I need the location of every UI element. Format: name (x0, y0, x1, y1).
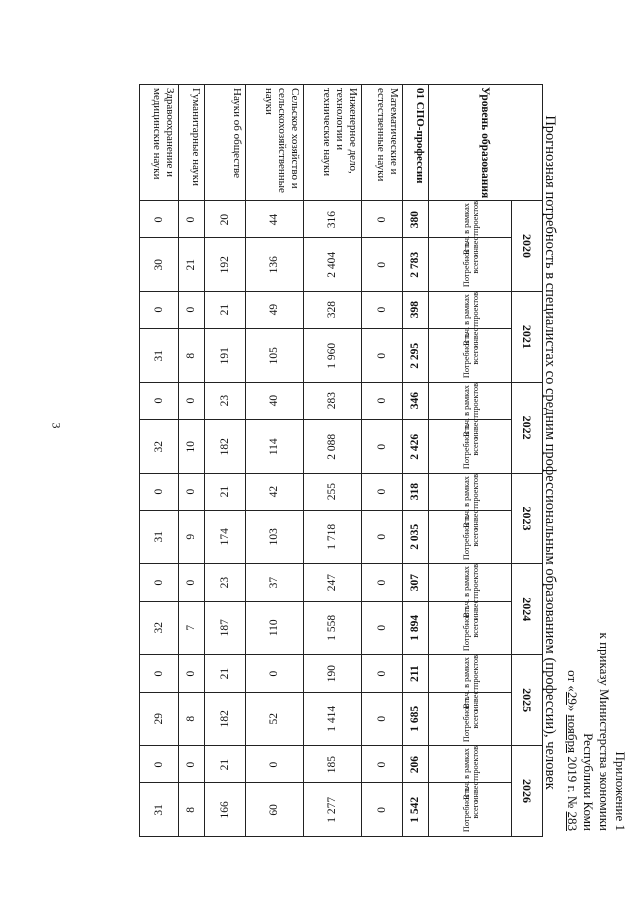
row-label: 01 СПО-профессии (403, 85, 429, 201)
value-invest: 21 (205, 746, 246, 783)
forecast-table (139, 84, 543, 837)
value-total: 8 (179, 329, 205, 382)
approval-prefix: от « (565, 670, 580, 692)
table-row (140, 85, 179, 837)
table-row (246, 85, 304, 837)
value-invest: 380 (403, 201, 429, 238)
subheader-total: Потребность всего (429, 783, 512, 837)
value-invest: 0 (362, 473, 403, 510)
approval-line-1: Приложение 1 (613, 751, 628, 831)
approval-month: ноября (565, 714, 580, 753)
value-invest: 316 (304, 201, 362, 238)
value-total: 1 414 (304, 692, 362, 745)
table-row (362, 85, 403, 837)
value-total: 110 (246, 601, 304, 654)
value-invest: 21 (205, 473, 246, 510)
approval-year-text: 2019 г. № (565, 752, 580, 812)
approval-sep: » (565, 704, 580, 715)
level-header: Уровень образования (429, 85, 543, 201)
value-total: 166 (205, 783, 246, 837)
value-invest: 0 (362, 201, 403, 238)
approval-block (564, 633, 628, 831)
page-number: 3 (49, 422, 64, 429)
value-invest: 206 (403, 746, 429, 783)
value-total: 182 (205, 420, 246, 473)
value-invest: 0 (179, 382, 205, 419)
value-invest: 318 (403, 473, 429, 510)
value-invest: 190 (304, 655, 362, 692)
value-invest: 21 (205, 655, 246, 692)
value-invest: 0 (140, 473, 179, 510)
value-total: 29 (140, 692, 179, 745)
value-total: 103 (246, 510, 304, 563)
value-invest: 398 (403, 291, 429, 328)
value-total: 21 (179, 238, 205, 291)
row-label: Инженерное дело, технологии и технические науки (304, 85, 362, 201)
row-label: Гуманитарные науки (179, 85, 205, 201)
value-invest: 40 (246, 382, 304, 419)
value-total: 32 (140, 420, 179, 473)
value-invest: 49 (246, 291, 304, 328)
value-total: 52 (246, 692, 304, 745)
value-invest: 23 (205, 564, 246, 601)
year-header: 2021 (512, 291, 543, 382)
value-total: 136 (246, 238, 304, 291)
value-total: 1 542 (403, 783, 429, 837)
value-invest: 0 (362, 382, 403, 419)
value-invest: 0 (179, 473, 205, 510)
row-label: Науки об обществе (205, 85, 246, 201)
value-invest: 42 (246, 473, 304, 510)
table-row (403, 85, 429, 837)
subheader-invest: В т.ч. в рамках инвестпроектов (429, 473, 512, 510)
value-total: 114 (246, 420, 304, 473)
value-invest: 0 (362, 746, 403, 783)
value-invest: 328 (304, 291, 362, 328)
value-total: 30 (140, 238, 179, 291)
subheader-invest: В т.ч. в рамках инвестпроектов (429, 746, 512, 783)
table-row (179, 85, 205, 837)
subheader-invest: В т.ч. в рамках инвестпроектов (429, 564, 512, 601)
approval-number: 283 (565, 811, 580, 831)
value-total: 192 (205, 238, 246, 291)
value-total: 1 894 (403, 601, 429, 654)
value-total: 8 (179, 783, 205, 837)
value-invest: 0 (362, 655, 403, 692)
value-total: 31 (140, 329, 179, 382)
approval-day: 29 (565, 691, 580, 705)
subheader-total: Потребность всего (429, 601, 512, 654)
value-total: 7 (179, 601, 205, 654)
value-invest: 0 (140, 201, 179, 238)
value-total: 1 960 (304, 329, 362, 382)
value-invest: 20 (205, 201, 246, 238)
value-invest: 0 (140, 655, 179, 692)
subheader-total: Потребность всего (429, 329, 512, 382)
value-invest: 21 (205, 291, 246, 328)
value-total: 191 (205, 329, 246, 382)
value-total: 60 (246, 783, 304, 837)
value-total: 105 (246, 329, 304, 382)
subheader-invest: В т.ч. в рамках инвестпроектов (429, 655, 512, 692)
value-total: 0 (362, 238, 403, 291)
value-total: 0 (362, 692, 403, 745)
value-invest: 0 (140, 746, 179, 783)
subheader-invest: В т.ч. в рамках инвестпроектов (429, 291, 512, 328)
row-label: Здравоохранение и медицинские науки (140, 85, 179, 201)
value-total: 0 (362, 329, 403, 382)
value-total: 0 (362, 783, 403, 837)
year-header: 2026 (512, 746, 543, 837)
value-total: 2 783 (403, 238, 429, 291)
value-total: 1 558 (304, 601, 362, 654)
value-invest: 44 (246, 201, 304, 238)
value-invest: 0 (140, 382, 179, 419)
approval-line-2: к приказу Министерства экономики (597, 632, 612, 831)
year-header: 2023 (512, 473, 543, 564)
subheader-total: Потребность всего (429, 692, 512, 745)
value-total: 2 404 (304, 238, 362, 291)
subheader-total: Потребность всего (429, 238, 512, 291)
value-invest: 185 (304, 746, 362, 783)
value-total: 31 (140, 783, 179, 837)
value-total: 182 (205, 692, 246, 745)
value-total: 32 (140, 601, 179, 654)
value-total: 31 (140, 510, 179, 563)
row-label: Сельское хозяйство и сельскохозяйственные науки (246, 85, 304, 201)
value-total: 187 (205, 601, 246, 654)
row-label: Математические и естественные науки (362, 85, 403, 201)
table-row (304, 85, 362, 837)
value-invest: 0 (246, 746, 304, 783)
value-invest: 0 (140, 564, 179, 601)
value-total: 9 (179, 510, 205, 563)
value-invest: 0 (179, 746, 205, 783)
value-invest: 346 (403, 382, 429, 419)
value-total: 2 035 (403, 510, 429, 563)
value-invest: 255 (304, 473, 362, 510)
approval-line-3: Республики Коми (581, 733, 596, 831)
value-total: 1 685 (403, 692, 429, 745)
year-header: 2020 (512, 201, 543, 292)
value-invest: 0 (179, 291, 205, 328)
value-invest: 0 (179, 655, 205, 692)
value-total: 2 426 (403, 420, 429, 473)
approval-line-4 (564, 633, 580, 831)
value-invest: 23 (205, 382, 246, 419)
value-total: 2 088 (304, 420, 362, 473)
value-invest: 0 (179, 201, 205, 238)
value-invest: 211 (403, 655, 429, 692)
table-row (205, 85, 246, 837)
value-total: 174 (205, 510, 246, 563)
value-invest: 307 (403, 564, 429, 601)
document-title: Прогнозная потребность в специалистах со средним профессиональным образованием (профессии), человек (542, 115, 558, 790)
value-invest: 0 (246, 655, 304, 692)
value-invest: 0 (362, 291, 403, 328)
value-total: 10 (179, 420, 205, 473)
subheader-invest: В т.ч. в рамках инвестпроектов (429, 382, 512, 419)
value-total: 1 277 (304, 783, 362, 837)
subheader-total: Потребность всего (429, 510, 512, 563)
year-header: 2022 (512, 382, 543, 473)
value-invest: 283 (304, 382, 362, 419)
value-total: 1 718 (304, 510, 362, 563)
value-total: 0 (362, 510, 403, 563)
value-invest: 0 (140, 291, 179, 328)
year-header: 2025 (512, 655, 543, 746)
value-total: 0 (362, 420, 403, 473)
value-invest: 0 (362, 564, 403, 601)
value-invest: 0 (179, 564, 205, 601)
year-header: 2024 (512, 564, 543, 655)
subheader-total: Потребность всего (429, 420, 512, 473)
value-total: 8 (179, 692, 205, 745)
value-total: 2 295 (403, 329, 429, 382)
subheader-invest: В т.ч. в рамках инвестпроектов (429, 201, 512, 238)
value-invest: 247 (304, 564, 362, 601)
value-invest: 37 (246, 564, 304, 601)
value-total: 0 (362, 601, 403, 654)
